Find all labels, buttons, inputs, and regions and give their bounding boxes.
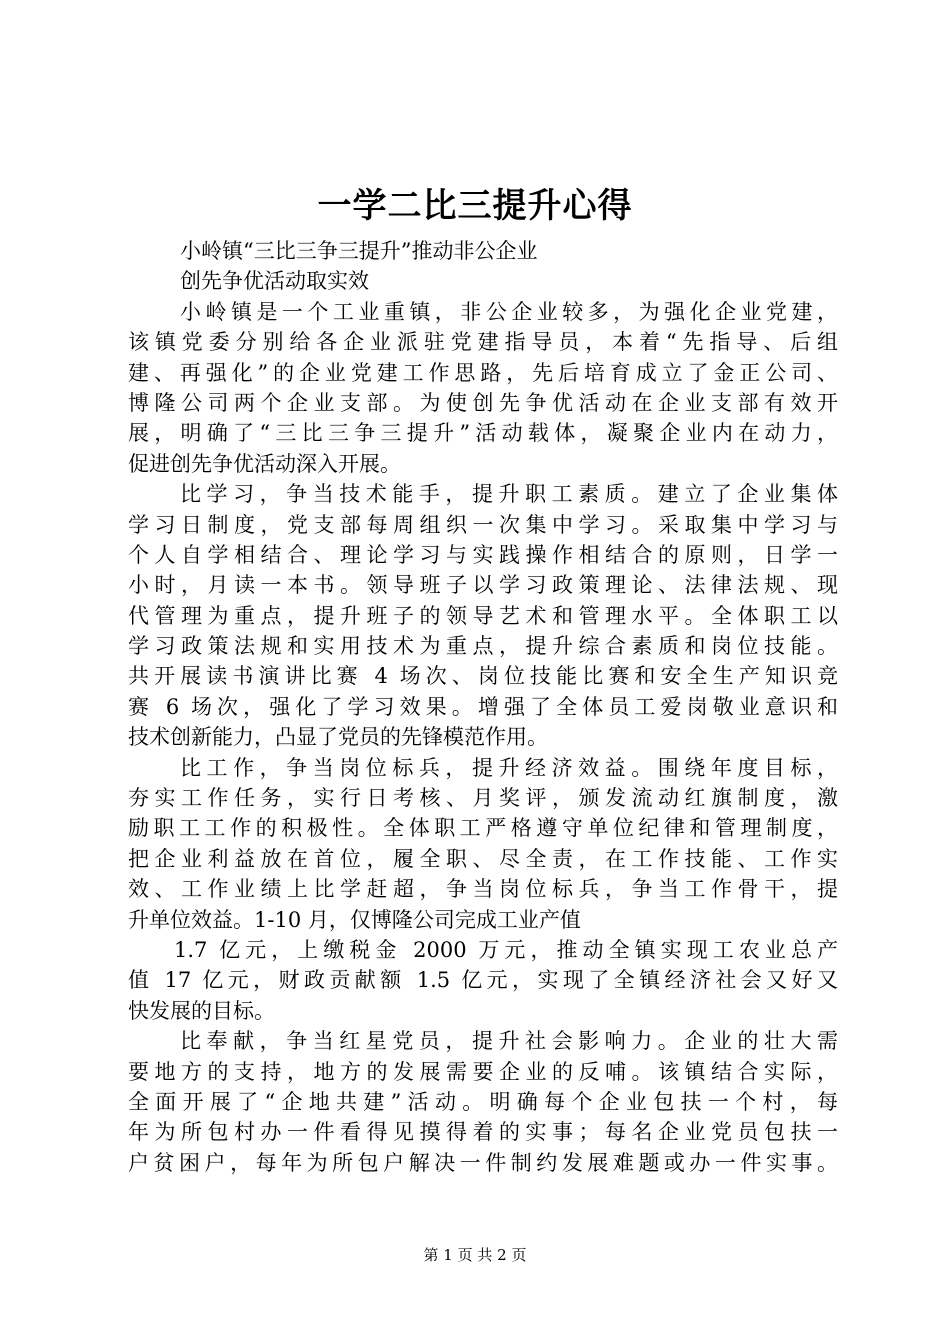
paragraph	[128, 1026, 838, 1178]
paragraph-line: 值 17 亿元，财政贡献额 1.5 亿元，实现了全镇经济社会又好又	[128, 968, 838, 993]
paragraph-line: 户贫困户，每年为所包户解决一件制约发展难题或办一件实事。	[128, 1150, 838, 1175]
paragraph-line: 快发展的目标。	[128, 998, 275, 1023]
paragraph-line: 比奉献，争当红星党员，提升社会影响力。企业的壮大需	[180, 1029, 838, 1054]
subtitle-line: 小岭镇“三比三争三提升”推动非公企业	[180, 239, 538, 263]
paragraph	[128, 297, 838, 479]
page-number: 第 1 页 共 2 页	[423, 1246, 527, 1264]
paragraph-line: 学习日制度，党支部每周组织一次集中学习。采取集中学习与	[128, 512, 838, 537]
paragraph-line: 促进创先争优活动深入开展。	[128, 451, 401, 476]
subtitle-line: 创先争优活动取实效	[180, 269, 369, 294]
paragraph-line: 代管理为重点，提升班子的领导艺术和管理水平。全体职工以	[128, 603, 838, 628]
paragraph-line: 展，明确了“三比三争三提升”活动载体，凝聚企业内在动力，	[128, 421, 838, 446]
paragraph-line: 年为所包村办一件看得见摸得着的实事；每名企业党员包扶一	[128, 1120, 838, 1145]
paragraph-line: 赛 6 场次，强化了学习效果。增强了全体员工爱岗敬业意识和	[128, 694, 838, 719]
paragraph-line: 夯实工作任务，实行日考核、月奖评，颁发流动红旗制度，激	[128, 786, 838, 811]
paragraph-line: 比工作，争当岗位标兵，提升经济效益。围绕年度目标，	[180, 755, 838, 780]
paragraph-line: 该镇党委分别给各企业派驻党建指导员，本着“先指导、后组	[128, 330, 838, 355]
paragraph-line: 全面开展了“企地共建”活动。明确每个企业包扶一个村，每	[128, 1089, 838, 1114]
paragraph-line: 小岭镇是一个工业重镇，非公企业较多，为强化企业党建，	[180, 299, 838, 324]
paragraph	[128, 753, 838, 935]
document-body	[128, 236, 838, 1178]
paragraph-line: 博隆公司两个企业支部。为使创先争优活动在企业支部有效开	[128, 390, 838, 415]
document-title: 一学二比三提升心得	[317, 186, 633, 226]
paragraph-line: 小时，月读一本书。领导班子以学习政策理论、法律法规、现	[128, 573, 838, 598]
paragraph-line: 把企业利益放在首位，履全职、尽全责，在工作技能、工作实	[128, 846, 838, 871]
paragraph-line: 要地方的支持，地方的发展需要企业的反哺。该镇结合实际，	[128, 1059, 838, 1084]
paragraph-line: 个人自学相结合、理论学习与实践操作相结合的原则，日学一	[128, 542, 838, 567]
paragraph	[128, 935, 838, 1026]
paragraph-line: 技术创新能力，凸显了党员的先锋模范作用。	[128, 725, 548, 750]
paragraph-line: 比学习，争当技术能手，提升职工素质。建立了企业集体	[180, 482, 838, 507]
paragraph-line: 1.7 亿元，上缴税金 2000 万元，推动全镇实现工农业总产	[174, 937, 838, 962]
paragraph	[128, 479, 838, 753]
paragraph-line: 学习政策法规和实用技术为重点，提升综合素质和岗位技能。	[128, 634, 838, 659]
paragraph-line: 升单位效益。1-10 月，仅博隆公司完成工业产值	[128, 907, 581, 932]
paragraph-line: 励职工工作的积极性。全体职工严格遵守单位纪律和管理制度，	[128, 816, 838, 841]
paragraph-line: 共开展读书演讲比赛 4 场次、岗位技能比赛和安全生产知识竞	[128, 664, 838, 689]
paragraph-line: 建、再强化”的企业党建工作思路，先后培育成立了金正公司、	[128, 360, 838, 385]
paragraph-line: 效、工作业绩上比学赶超，争当岗位标兵，争当工作骨干，提	[128, 877, 838, 902]
